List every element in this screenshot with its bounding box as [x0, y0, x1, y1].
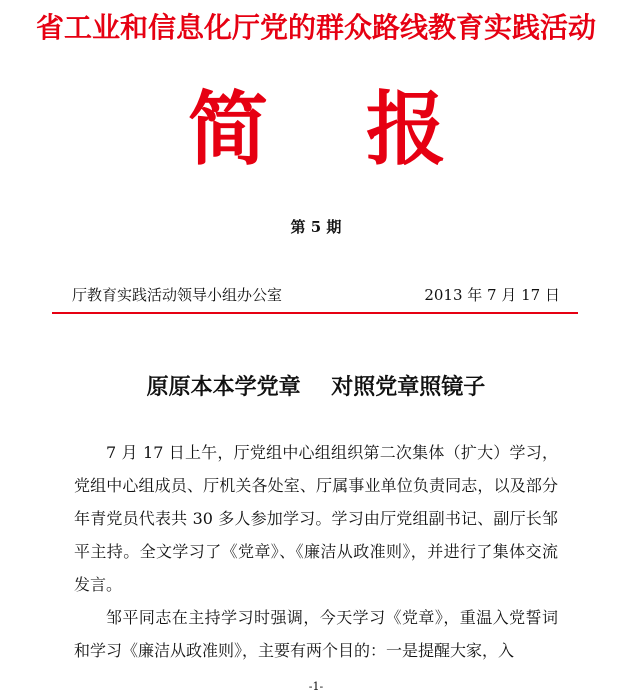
publish-date: 2013 年 7 月 17 日	[424, 286, 560, 304]
issue-number: 第 5 期	[290, 218, 342, 236]
paragraph: 7 月 17 日上午，厅党组中心组组织第二次集体（扩大）学习，党组中心组成员、厅机关各处室、厅属事业单位负责同志，以及部分年青党员代表共 30 多人参加学习。学习由厅党组副书记、副厅长邹平主持。全文学习了《党章》、《廉洁从政准则》，并进行了集体交流发言。	[74, 443, 558, 594]
paragraph: 邹平同志在主持学习时强调，今天学习《党章》，重温入党誓词和学习《廉洁从政准则》，主要有两个目的：一是提醒大家，入	[74, 608, 558, 660]
publisher: 厅教育实践活动领导小组办公室	[72, 286, 283, 304]
page-number: -1-	[308, 680, 324, 693]
meta-row	[72, 284, 560, 305]
article-title: 原原本本学党章 对照党章照镜子	[146, 374, 486, 400]
article-body	[74, 436, 558, 667]
red-divider	[52, 312, 578, 314]
banner-title: 省工业和信息化厅党的群众路线教育实践活动	[35, 11, 596, 44]
bulletin-title-char-2: 报	[366, 83, 446, 176]
bulletin-title-char-1: 简	[188, 83, 268, 176]
bulletin-title	[0, 82, 632, 178]
